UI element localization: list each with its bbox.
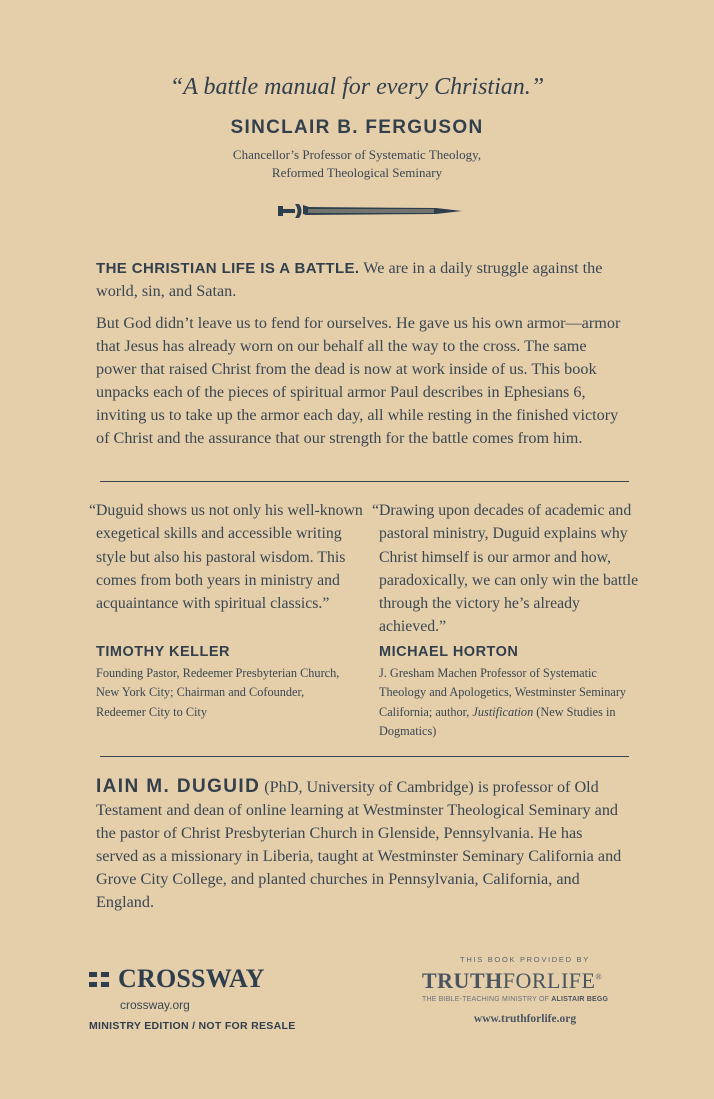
book-title: Justification — [472, 704, 534, 719]
divider — [100, 756, 629, 757]
sword-icon — [276, 201, 462, 221]
crossway-wordmark: CROSSWAY — [118, 964, 265, 993]
edition-note: MINISTRY EDITION / NOT FOR RESALE — [89, 1020, 296, 1032]
endorser-credentials — [379, 664, 629, 741]
credential-line: Chancellor’s Professor of Systematic Theology, — [232, 147, 482, 162]
quote-author-credentials — [0, 146, 714, 182]
crossway-url: crossway.org — [120, 998, 190, 1012]
blurb-lead-rest: We are in a daily struggle against the world, sin, and Satan. — [96, 259, 603, 300]
truthforlife-logo — [422, 968, 602, 994]
provided-by-label: THIS BOOK PROVIDED BY — [460, 955, 590, 964]
quote-author: SINCLAIR B. FERGUSON — [230, 117, 484, 138]
endorser-name: MICHAEL HORTON — [379, 644, 519, 660]
logo-regular-part: FORLIFE — [502, 968, 596, 993]
cover-quote: “A battle manual for every Christian.” — [169, 74, 545, 100]
credentials-text: J. Gresham Machen Professor of Systematic Theology and Apologetics, Westminster Seminary California; author, — [379, 666, 627, 719]
author-name: IAIN M. DUGUID — [96, 776, 261, 797]
blurb-lead-paragraph — [96, 257, 626, 303]
truthforlife-url: www.truthforlife.org — [473, 1013, 577, 1025]
logo-bold-part: TRUTH — [422, 968, 503, 993]
registered-mark: ® — [595, 972, 603, 982]
endorser-credentials: Founding Pastor, Redeemer Presbyterian Church, New York City; Chairman and Cofounder, Redeemer City to City — [96, 666, 340, 719]
credential-line: Reformed Theological Seminary — [271, 165, 443, 180]
tagline-text: THE BIBLE-TEACHING MINISTRY OF — [422, 996, 552, 1003]
author-bio-text: (PhD, University of Cambridge) is professor of Old Testament and dean of online learning at Westminster Theological Seminary and the pastor of Christ Presbyterian Church in Glenside, Pennsylvania. He has served as a missionary in Liberia, taught at Westminster Seminary California and Grove City College, and planted churches in Pennsylvania, California, and England. — [96, 778, 622, 911]
blurb-body: But God didn’t leave us to fend for ourselves. He gave us his own armor—armor that Jesus has already worn on our behalf all the way to the cross. The same power that raised Christ from the dead is now at work inside of us. This book unpacks each of the pieces of spiritual armor Paul describes in Ephesians 6, inviting us to take up the armor each day, all while resting in the finished victory of Christ and the assurance that our strength for the battle comes from him. — [96, 314, 621, 447]
endorser-name: TIMOTHY KELLER — [96, 644, 231, 660]
author-bio — [96, 775, 626, 914]
blurb-lead: THE CHRISTIAN LIFE IS A BATTLE. — [96, 260, 360, 277]
truthforlife-tagline — [422, 996, 608, 1003]
credentials-text: (New Studies in Dogmatics) — [379, 704, 616, 738]
tagline-name: ALISTAIR BEGG — [551, 996, 609, 1003]
divider — [100, 481, 629, 482]
crossway-mark-icon — [89, 972, 111, 992]
endorsement-quote: “Duguid shows us not only his well-known exegetical skills and accessible writing style but also his pastoral wisdom. This comes from both years in ministry and acquaintance with spiritual classics.” — [89, 502, 363, 613]
endorsement-quote: “Drawing upon decades of academic and pastoral ministry, Duguid explains why Christ himself is our armor and how, paradoxically, we can only win the battle through the victory he’s already achieved.” — [372, 502, 639, 636]
